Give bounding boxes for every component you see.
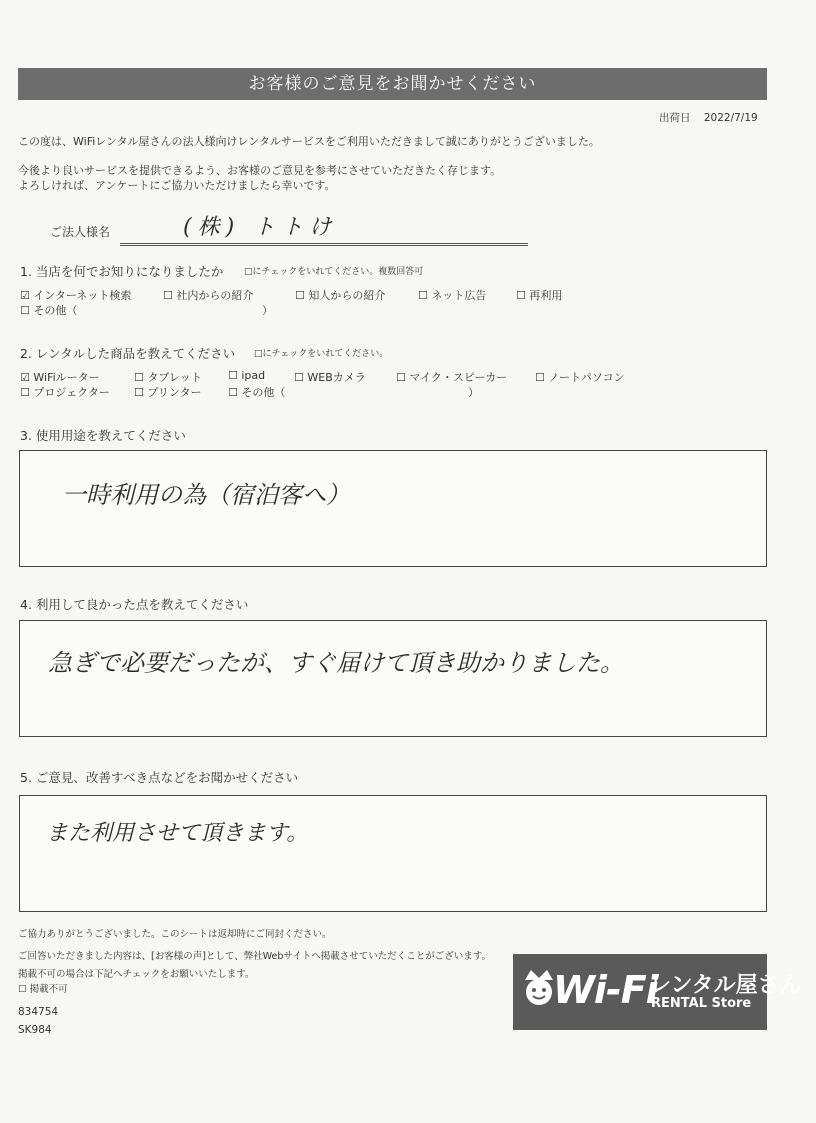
q5-answer-box[interactable] — [19, 795, 767, 912]
checkbox-icon[interactable]: ☐ — [134, 371, 144, 384]
q2-option-wifi-router[interactable]: ☑ WiFiルーター — [20, 371, 100, 384]
logo-jp-text: レンタル屋さん — [649, 973, 802, 998]
code-1: 834754 — [18, 1006, 59, 1018]
code-2: SK984 — [18, 1024, 52, 1036]
checkbox-checked-icon[interactable]: ☑ — [20, 289, 30, 302]
q2-option-tablet[interactable]: ☐ タブレット — [134, 371, 202, 384]
crown-mascot-icon — [521, 968, 557, 1008]
footer-line-2: ご回答いただきました内容は、[お客様の声]として、弊社Webサイトへ掲載させていただくことがございます。 — [18, 951, 492, 962]
checkbox-icon[interactable]: ☐ — [535, 371, 545, 384]
checkbox-icon[interactable]: ☐ — [20, 386, 30, 399]
checkbox-icon[interactable]: ☐ — [295, 289, 305, 302]
q5-title: 5. ご意見、改善すべき点などをお聞かせください — [20, 770, 299, 785]
q1-option-internet[interactable]: ☑ インターネット検索 — [20, 289, 132, 302]
checkbox-icon[interactable]: ☐ — [18, 984, 27, 995]
q2-option-mic-speaker[interactable]: ☐ マイク・スピーカー — [396, 371, 508, 384]
q4-answer-box[interactable] — [19, 620, 767, 737]
footer-line-3: 掲載不可の場合は下記へチェックをお願いいたします。 — [18, 969, 255, 980]
no-publish-option[interactable]: ☐ 掲載不可 — [18, 984, 68, 995]
intro-line-3: よろしければ、アンケートにご協力いただけましたら幸いです。 — [18, 179, 336, 192]
checkbox-icon[interactable]: ☐ — [20, 304, 30, 317]
checkbox-icon[interactable]: ☐ — [134, 386, 144, 399]
checkbox-icon[interactable]: ☐ — [228, 386, 238, 399]
q1-option-other[interactable]: ☐ その他（ — [20, 304, 78, 317]
intro-line-2: 今後より良いサービスを提供できるよう、お客様のご意見を参考にさせていただきたく存じます。 — [18, 164, 502, 177]
wifi-rental-logo — [513, 954, 802, 1030]
checkbox-checked-icon[interactable]: ☑ — [20, 371, 30, 384]
q2-hint: □にチェックをいれてください。 — [254, 349, 389, 359]
q4-title: 4. 利用して良かった点を教えてください — [20, 597, 249, 612]
logo-en-text: RENTAL Store — [651, 996, 752, 1011]
q2-option-printer[interactable]: ☐ プリンター — [134, 386, 202, 399]
checkbox-icon[interactable]: ☐ — [396, 371, 406, 384]
checkbox-icon[interactable]: ☐ — [418, 289, 428, 302]
q2-title: 2. レンタルした商品を教えてください — [20, 346, 236, 361]
q1-option-acquaintance[interactable]: ☐ 知人からの紹介 — [295, 289, 386, 302]
checkbox-icon[interactable]: ☐ — [163, 289, 173, 302]
checkbox-icon[interactable]: ☐ — [228, 369, 238, 382]
q3-title: 3. 使用用途を教えてください — [20, 428, 186, 443]
corp-name-label: ご法人様名 — [50, 225, 111, 239]
corp-name-value[interactable]: (株) トトけ — [183, 215, 338, 240]
logo-wifi-text: Wi-Fi — [553, 968, 658, 1012]
checkbox-icon[interactable]: ☐ — [294, 371, 304, 384]
intro-line-1: この度は、WiFiレンタル屋さんの法人様向けレンタルサービスをご利用いただきまして誠にありがとうございました。 — [18, 135, 600, 148]
q3-answer-box[interactable] — [19, 450, 767, 567]
q2-option-other[interactable]: ☐ その他（ — [228, 386, 286, 399]
ship-date-value: 2022/7/19 — [703, 112, 758, 124]
q2-option-ipad[interactable]: ☐ ipad — [228, 369, 266, 382]
checkbox-icon[interactable]: ☐ — [516, 289, 526, 302]
q1-hint: □にチェックをいれてください。複数回答可 — [244, 267, 424, 277]
ship-date-label: 出荷日 — [659, 112, 691, 124]
q2-other-close: ） — [468, 386, 479, 399]
q2-option-webcam[interactable]: ☐ WEBカメラ — [294, 371, 366, 384]
footer-line-1: ご協力ありがとうございました。このシートは返却時にご同封ください。 — [18, 929, 332, 940]
ship-date — [659, 110, 758, 125]
q4-answer: 急ぎで必要だったが、すぐ届けて頂き助かりました。 — [48, 649, 624, 677]
q2-option-projector[interactable]: ☐ プロジェクター — [20, 386, 110, 399]
q1-other-close: ） — [262, 304, 273, 317]
q5-answer: また利用させて頂きます。 — [46, 821, 309, 846]
q1-title: 1. 当店を何でお知りになりましたか — [20, 264, 224, 279]
q3-answer: 一時利用の為（宿泊客へ） — [62, 481, 350, 509]
page-title: お客様のご意見をお聞かせください — [18, 68, 767, 100]
q2-option-notebook[interactable]: ☐ ノートパソコン — [535, 371, 625, 384]
q1-option-internal[interactable]: ☐ 社内からの紹介 — [163, 289, 254, 302]
q1-option-reuse[interactable]: ☐ 再利用 — [516, 289, 563, 302]
q1-option-net-ad[interactable]: ☐ ネット広告 — [418, 289, 487, 302]
